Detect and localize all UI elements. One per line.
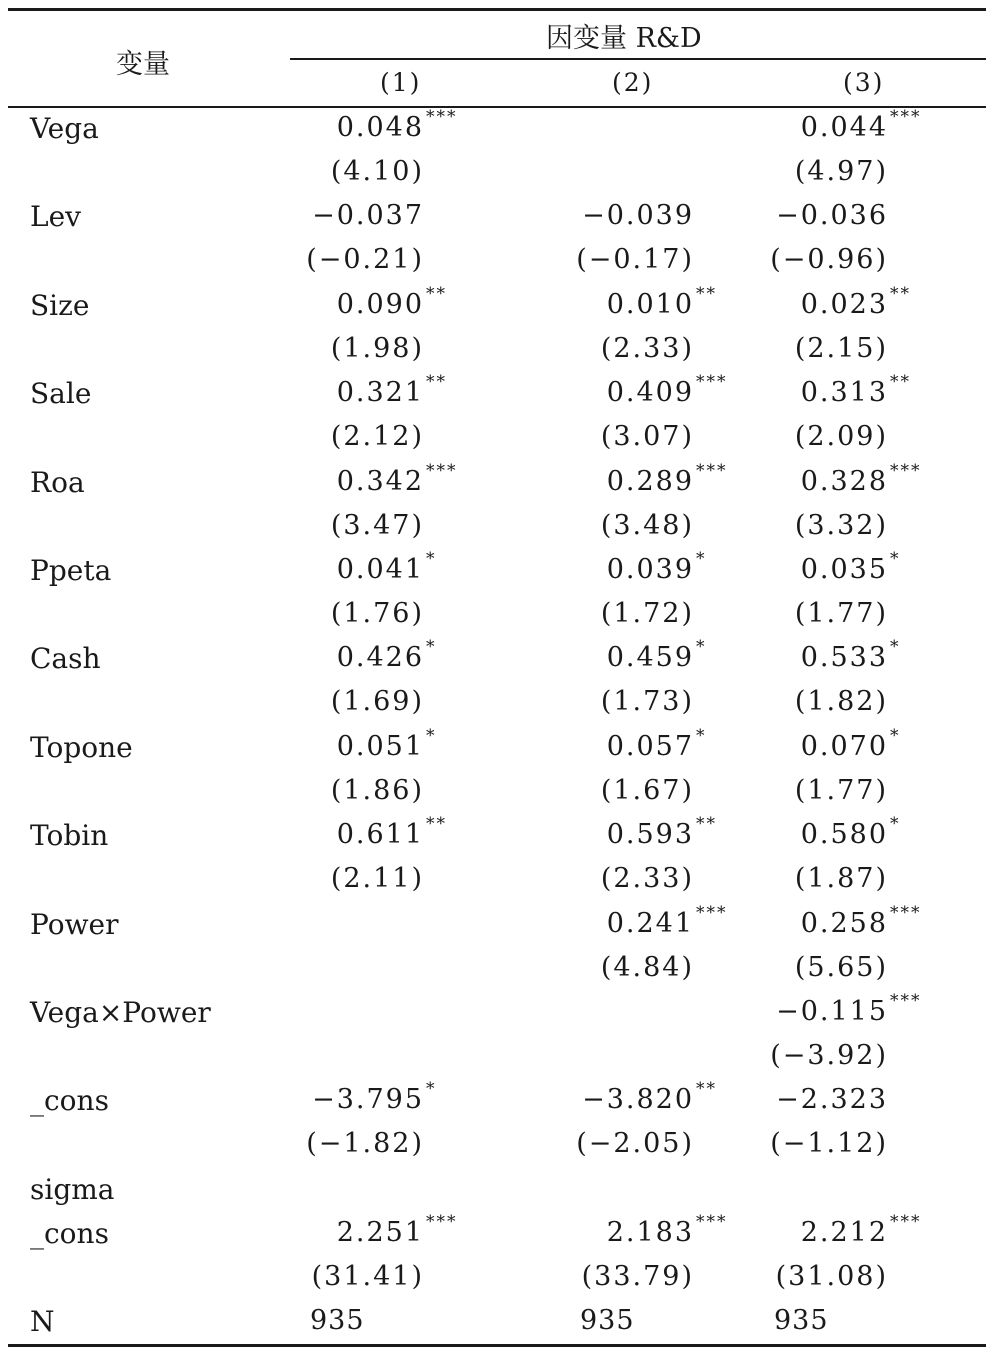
coefficient-value: 0.057	[606, 730, 694, 762]
variable-label: Sale	[30, 377, 92, 411]
coefficient-cell	[560, 549, 707, 585]
variable-label: Tobin	[30, 819, 109, 853]
coefficient-row	[0, 107, 992, 156]
t-statistic-cell	[754, 686, 888, 717]
t-statistic-row	[0, 952, 992, 996]
coefficient-value: −3.795	[312, 1084, 424, 1116]
column-header-1: (1)	[380, 68, 422, 97]
t-statistic-value: (1.77)	[794, 598, 888, 629]
t-statistic-row	[0, 863, 992, 907]
t-statistic-cell	[560, 510, 694, 541]
significance-stars: **	[696, 283, 717, 304]
t-statistic-value: (1.69)	[330, 686, 424, 718]
coefficient-cell	[560, 996, 694, 1027]
significance-stars: *	[426, 1079, 437, 1100]
t-statistic-cell	[560, 421, 694, 452]
t-statistic-cell	[754, 1261, 888, 1292]
t-statistic-cell	[754, 1040, 888, 1071]
observations-value: 935	[310, 1304, 365, 1336]
t-statistic-value: (31.08)	[775, 1260, 888, 1292]
t-statistic-value: (31.41)	[311, 1260, 424, 1292]
coefficient-cell	[754, 372, 911, 409]
coefficient-value: 0.051	[336, 730, 424, 762]
t-statistic-row	[0, 1128, 992, 1172]
significance-stars: *	[890, 549, 901, 569]
t-statistic-value: (3.32)	[794, 509, 888, 541]
t-statistic-cell	[290, 510, 424, 541]
coefficient-value: 0.459	[606, 642, 694, 674]
t-statistic-cell	[290, 1128, 424, 1159]
coefficient-cell	[560, 1211, 728, 1248]
variable-header: 变量	[116, 49, 170, 80]
coefficient-cell	[754, 814, 901, 851]
coefficient-cell	[754, 107, 922, 143]
t-statistic-cell	[560, 598, 694, 629]
t-statistic-row	[0, 686, 992, 730]
coefficient-value: 0.023	[800, 288, 888, 320]
t-statistic-cell	[754, 1128, 888, 1159]
coefficient-cell	[290, 549, 437, 585]
coefficient-value: 0.321	[336, 377, 424, 409]
significance-stars: *	[890, 814, 901, 835]
t-statistic-cell	[560, 775, 694, 806]
coefficient-value: −2.323	[776, 1084, 888, 1116]
header-sub-rule	[290, 58, 986, 60]
coefficient-value: 0.035	[800, 554, 888, 585]
significance-stars: **	[426, 283, 447, 304]
coefficient-cell	[754, 200, 888, 231]
coefficient-value: 0.533	[800, 642, 888, 674]
sigma-row	[0, 1173, 992, 1217]
t-statistic-cell	[754, 156, 888, 187]
t-statistic-cell	[754, 510, 888, 541]
coefficient-cell	[560, 112, 694, 143]
t-statistic-value: (2.33)	[600, 863, 694, 895]
coefficient-row	[0, 902, 992, 952]
coefficient-row	[0, 283, 992, 333]
t-statistic-cell	[754, 244, 888, 275]
t-statistic-value: (1.76)	[330, 598, 424, 629]
t-statistic-cell	[754, 775, 888, 806]
t-statistic-cell	[560, 156, 694, 187]
significance-stars: *	[426, 725, 437, 746]
coefficient-cell	[754, 637, 901, 674]
significance-stars: ***	[890, 991, 922, 1011]
t-statistic-value: (1.73)	[600, 686, 694, 718]
coefficient-cell	[560, 637, 707, 674]
t-statistic-row	[0, 333, 992, 377]
coefficient-cell	[290, 908, 424, 939]
coefficient-value: 0.048	[336, 112, 424, 143]
t-statistic-value: (−0.21)	[306, 244, 424, 276]
coefficient-row	[0, 1211, 992, 1261]
coefficient-value: −3.820	[582, 1084, 694, 1116]
coefficient-cell	[290, 1079, 437, 1116]
header-bottom-rule	[8, 106, 986, 108]
coefficient-value: 0.409	[606, 377, 694, 409]
coefficient-value: −0.039	[582, 200, 694, 232]
significance-stars: **	[696, 814, 717, 835]
coefficient-value: 2.251	[336, 1216, 424, 1248]
variable-label: Cash	[30, 642, 101, 676]
coefficient-value: −0.037	[312, 200, 424, 232]
coefficient-row	[0, 1079, 992, 1128]
significance-stars: *	[696, 725, 707, 746]
variable-label: Roa	[30, 465, 85, 499]
t-statistic-value: (3.07)	[600, 421, 694, 453]
t-statistic-cell	[754, 598, 888, 629]
t-statistic-value: (4.84)	[600, 951, 694, 983]
significance-stars: **	[426, 814, 447, 835]
t-statistic-value: (3.47)	[330, 509, 424, 541]
variable-label: Ppeta	[30, 554, 112, 587]
t-statistic-value: (2.11)	[330, 863, 424, 895]
coefficient-cell	[560, 1079, 717, 1116]
coefficient-value: −0.115	[776, 996, 888, 1027]
table-top-rule	[8, 8, 986, 11]
t-statistic-value: (1.87)	[794, 863, 888, 895]
coefficient-cell	[290, 283, 447, 320]
t-statistic-row	[0, 421, 992, 465]
coefficient-cell	[560, 460, 728, 497]
t-statistic-value: (2.12)	[330, 421, 424, 453]
coefficient-value: 0.241	[606, 907, 694, 939]
t-statistic-value: (1.72)	[600, 598, 694, 629]
coefficient-cell	[754, 1211, 922, 1248]
t-statistic-cell	[560, 1261, 694, 1292]
significance-stars: ***	[696, 1211, 728, 1232]
significance-stars: ***	[890, 1211, 922, 1232]
t-statistic-value: (−1.82)	[306, 1128, 424, 1160]
coefficient-cell	[560, 200, 694, 231]
significance-stars: ***	[696, 460, 728, 481]
t-statistic-cell	[290, 598, 424, 629]
t-statistic-cell	[290, 156, 424, 187]
t-statistic-cell	[290, 333, 424, 364]
t-statistic-cell	[560, 333, 694, 364]
coefficient-cell	[290, 460, 458, 497]
significance-stars: **	[696, 1079, 717, 1100]
variable-label: _cons	[30, 1216, 109, 1250]
t-statistic-cell	[560, 686, 694, 717]
coefficient-cell	[290, 107, 458, 143]
t-statistic-row	[0, 510, 992, 554]
coefficient-value: 0.070	[800, 730, 888, 762]
coefficient-value: 0.039	[606, 554, 694, 585]
coefficient-value: 0.090	[336, 288, 424, 320]
coefficient-row	[0, 200, 992, 244]
variable-label: Vega	[30, 112, 99, 145]
coefficient-cell	[290, 725, 437, 762]
t-statistic-cell	[290, 1040, 424, 1071]
coefficient-cell	[560, 814, 717, 851]
significance-stars: ***	[890, 107, 922, 127]
significance-stars: ***	[426, 1211, 458, 1232]
significance-stars: *	[890, 637, 901, 658]
variable-label: Vega×Power	[30, 996, 211, 1029]
coefficient-cell	[754, 283, 911, 320]
significance-stars: ***	[696, 372, 728, 393]
significance-stars: *	[696, 637, 707, 658]
t-statistic-cell	[290, 775, 424, 806]
coefficient-value: 0.258	[800, 907, 888, 939]
significance-stars: ***	[890, 460, 922, 481]
coefficient-value: 0.041	[336, 554, 424, 585]
t-statistic-value: (1.82)	[794, 686, 888, 718]
column-header-3: (3)	[843, 68, 885, 97]
t-statistic-value: (−1.12)	[770, 1128, 888, 1160]
coefficient-cell	[754, 991, 922, 1027]
t-statistic-value: (−2.05)	[576, 1128, 694, 1160]
coefficient-value: 0.044	[800, 112, 888, 143]
dependent-variable-header: 因变量 R&D	[546, 23, 702, 54]
variable-label: Power	[30, 907, 119, 941]
t-statistic-value: (1.86)	[330, 774, 424, 806]
coefficient-value: 2.212	[800, 1216, 888, 1248]
significance-stars: ***	[426, 107, 458, 127]
significance-stars: *	[426, 549, 437, 569]
t-statistic-cell	[290, 863, 424, 894]
coefficient-cell	[754, 460, 922, 497]
coefficient-value: 0.328	[800, 465, 888, 497]
coefficient-row	[0, 549, 992, 598]
variable-label: Size	[30, 288, 90, 322]
coefficient-row	[0, 460, 992, 510]
t-statistic-cell	[290, 421, 424, 452]
coefficient-cell	[754, 902, 922, 939]
significance-stars: ***	[426, 460, 458, 481]
t-statistic-value: (4.97)	[794, 156, 888, 187]
variable-label: Topone	[30, 730, 133, 764]
coefficient-cell	[754, 725, 901, 762]
coefficient-row	[0, 725, 992, 775]
observations-row	[0, 1305, 992, 1349]
t-statistic-value: (3.48)	[600, 509, 694, 541]
t-statistic-value: (2.09)	[794, 421, 888, 453]
t-statistic-row	[0, 156, 992, 200]
coefficient-value: 0.580	[800, 819, 888, 851]
t-statistic-value: (5.65)	[794, 951, 888, 983]
t-statistic-row	[0, 1261, 992, 1305]
t-statistic-row	[0, 244, 992, 288]
t-statistic-cell	[290, 244, 424, 275]
coefficient-value: 0.289	[606, 465, 694, 497]
coefficient-row	[0, 637, 992, 686]
coefficient-cell	[754, 549, 901, 585]
t-statistic-value: (−3.92)	[770, 1040, 888, 1071]
significance-stars: **	[426, 372, 447, 393]
t-statistic-value: (1.77)	[794, 774, 888, 806]
t-statistic-cell	[560, 863, 694, 894]
coefficient-row	[0, 991, 992, 1040]
coefficient-cell	[754, 1084, 888, 1115]
t-statistic-cell	[290, 952, 424, 983]
coefficient-row	[0, 372, 992, 421]
t-statistic-value: (1.67)	[600, 774, 694, 806]
t-statistic-cell	[754, 952, 888, 983]
t-statistic-cell	[560, 952, 694, 983]
coefficient-cell	[560, 372, 728, 409]
coefficient-cell	[560, 902, 728, 939]
coefficient-cell	[290, 637, 437, 674]
t-statistic-value: (1.98)	[330, 332, 424, 364]
t-statistic-row	[0, 775, 992, 819]
significance-stars: ***	[696, 902, 728, 923]
table-bottom-rule	[8, 1344, 986, 1347]
t-statistic-cell	[560, 1128, 694, 1159]
significance-stars: **	[890, 283, 911, 304]
t-statistic-cell	[754, 333, 888, 364]
coefficient-cell	[290, 996, 424, 1027]
t-statistic-cell	[560, 1040, 694, 1071]
t-statistic-cell	[754, 421, 888, 452]
coefficient-value: 2.183	[606, 1216, 694, 1248]
coefficient-cell	[290, 814, 447, 851]
t-statistic-value: (−0.96)	[770, 244, 888, 276]
variable-label: _cons	[30, 1084, 109, 1118]
t-statistic-value: (−0.17)	[576, 244, 694, 276]
observations-value: 935	[580, 1304, 635, 1336]
coefficient-cell	[290, 372, 447, 409]
coefficient-cell	[290, 1211, 458, 1248]
t-statistic-value: (33.79)	[581, 1260, 694, 1292]
coefficient-value: 0.313	[800, 377, 888, 409]
t-statistic-row	[0, 1040, 992, 1084]
t-statistic-cell	[560, 244, 694, 275]
significance-stars: *	[890, 725, 901, 746]
coefficient-value: 0.593	[606, 819, 694, 851]
coefficient-value: 0.010	[606, 288, 694, 320]
t-statistic-value: (2.33)	[600, 332, 694, 364]
coefficient-value: 0.426	[336, 642, 424, 674]
t-statistic-value: (2.15)	[794, 332, 888, 364]
coefficient-cell	[290, 200, 424, 231]
coefficient-cell	[560, 283, 717, 320]
t-statistic-row	[0, 598, 992, 642]
t-statistic-cell	[290, 686, 424, 717]
coefficient-row	[0, 814, 992, 863]
t-statistic-cell	[754, 863, 888, 894]
significance-stars: ***	[890, 902, 922, 923]
observations-value: 935	[774, 1304, 829, 1336]
t-statistic-cell	[290, 1261, 424, 1292]
variable-label: Lev	[30, 200, 81, 234]
significance-stars: *	[696, 549, 707, 569]
observations-label: N	[30, 1304, 55, 1338]
significance-stars: **	[890, 372, 911, 393]
significance-stars: *	[426, 637, 437, 658]
t-statistic-value: (4.10)	[330, 156, 424, 187]
coefficient-cell	[560, 725, 707, 762]
coefficient-value: 0.342	[336, 465, 424, 497]
coefficient-value: 0.611	[336, 819, 424, 851]
coefficient-value: −0.036	[776, 200, 888, 232]
column-header-2: (2)	[612, 68, 654, 97]
sigma-label: sigma	[30, 1172, 115, 1206]
